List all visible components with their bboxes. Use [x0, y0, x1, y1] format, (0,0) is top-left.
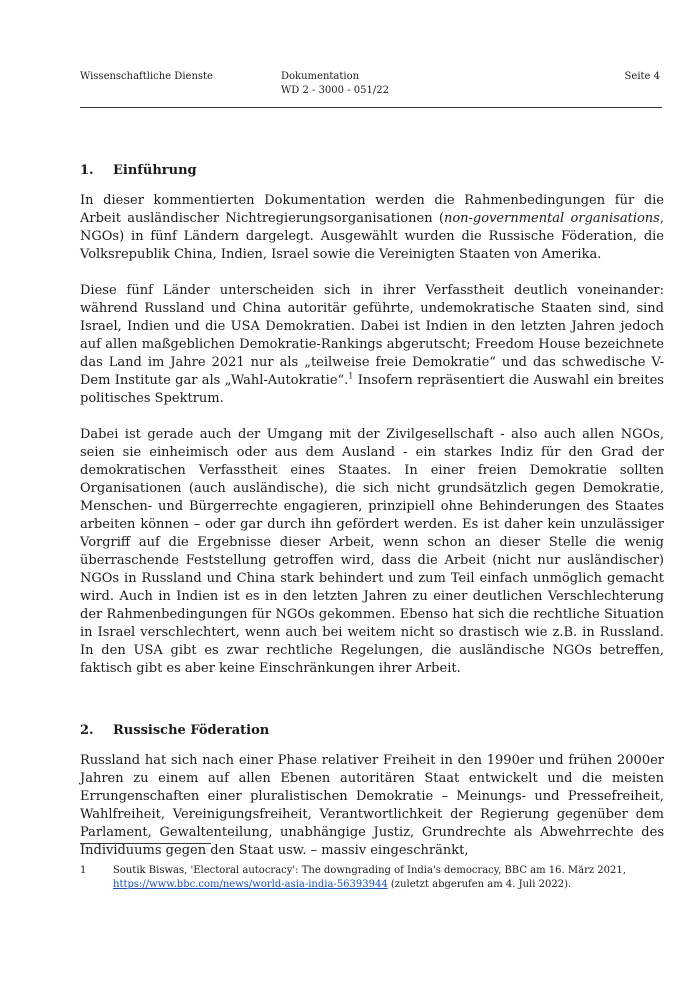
- section-number: 2.: [80, 723, 94, 738]
- paragraph: Russland hat sich nach einer Phase relativer Freiheit in den 1990er und frühen 2000er Jahren zu einem auf allen Ebenen autoritären Staat entwickelt und die meisten Errungenschaften einer pluralistischen Demokratie – Meinungs- und Pressefreiheit, Wahlfreiheit, Vereinigungsfreiheit, Verantwortlichkeit der Regierung gegenüber dem Parlament, Gewaltenteilung, unabhängige Justiz, Grundrechte als Abwehrrechte des Individuums gegen den Staat usw. – massiv eingeschränkt,: [80, 753, 664, 858]
- footnote-text: [113, 864, 626, 892]
- header-doc-info: [281, 70, 389, 98]
- paragraph: [80, 282, 664, 408]
- footnote-accessed: (zuletzt abgerufen am 4. Juli 2022).: [387, 879, 572, 890]
- header-doc-type: Dokumentation: [281, 71, 360, 82]
- paragraph-text: Insofern repräsentiert die Auswahl ein breites politisches Spektrum.: [80, 373, 664, 406]
- paragraph: Dabei ist gerade auch der Umgang mit der Zivilgesellschaft - also auch allen NGOs, seien sie einheimisch oder aus dem Ausland - ein starkes Indiz für den Grad der demokratischen Verfasstheit eines Staates. In einer freien Demokratie sollten Organisationen (auch ausländische), die sich nicht grundsätzlich gegen Demokratie, Menschen- und Bürgerrechte engagieren, prinzipiell ohne Behinderungen des Staates arbeiten können – oder gar durch ihn gefördert werden. Es ist daher kein unzulässiger Vorgriff auf die Ergebnisse dieser Arbeit, wenn schon an dieser Stelle die wenig überraschende Feststellung getroffen wird, dass die Arbeit (nicht nur ausländischer) NGOs in Russland und China stark behindert und zum Teil einfach unmöglich gemacht wird. Auch in Indien ist es in den letzten Jahren zu einer deutlichen Verschlechterung der Rahmenbedingungen für NGOs gekommen. Ebenso hat sich die rechtliche Situation in Israel verschlechtert, wenn auch bei weitem nicht so drastisch wie z.B. in Russland. In den USA gibt es zwar rechtliche Regelungen, die ausländische NGOs betreffen, faktisch gibt es aber keine Einschränkungen ihrer Arbeit.: [80, 427, 664, 676]
- header-department: Wissenschaftliche Dienste: [80, 71, 213, 82]
- footnote-link[interactable]: https://www.bbc.com/news/world-asia-india-56393944: [113, 879, 388, 890]
- paragraph: [80, 192, 664, 264]
- section-title: Russische Föderation: [113, 723, 270, 738]
- footnote-citation: Soutik Biswas, 'Electoral autocracy': The downgrading of India's democracy, BBC am 16. März 2021,: [113, 865, 626, 876]
- document-body: [80, 162, 664, 878]
- header-divider: [80, 107, 662, 108]
- section-heading-2: [80, 722, 664, 740]
- paragraph-text: In dieser kommentierten Dokumentation werden die Rahmenbedingungen für die Arbeit ausländischer Nichtregierungsorganisationen (: [80, 193, 664, 226]
- header-page-number: Seite 4: [624, 71, 660, 82]
- paragraph-text: Diese fünf Länder unterscheiden sich in ihrer Verfasstheit deutlich voneinander: während Russland und China autoritär geführte, undemokratische Staaten sind, sind Israel, Indien und die USA Demokratien. Dabei ist Indien in den letzten Jahren jedoch auf allen maßgeblichen Demokratie-Rankings abgerutscht; Freedom House bezeichnete das Land im Jahre 2021 nur als „teilweise freie Demokratie“ und das schwedische V-Dem Institute gar als „Wahl-Autokratie“.: [80, 283, 664, 388]
- footnote-number: 1: [80, 865, 87, 876]
- section-title: Einführung: [113, 163, 197, 178]
- footnote-divider: [80, 843, 211, 844]
- section-heading-1: [80, 162, 664, 180]
- paragraph-emphasis: non-governmental organisations: [443, 211, 660, 226]
- footnote: [80, 864, 664, 892]
- paragraph-text: , NGOs) in fünf Ländern dargelegt. Ausgewählt wurden die Russische Föderation, die Volksrepublik China, Indien, Israel sowie die Vereinigten Staaten von Amerika.: [80, 211, 664, 262]
- header-doc-ref: WD 2 - 3000 - 051/22: [281, 85, 389, 96]
- section-number: 1.: [80, 163, 94, 178]
- footnote-marker[interactable]: 1: [348, 371, 354, 381]
